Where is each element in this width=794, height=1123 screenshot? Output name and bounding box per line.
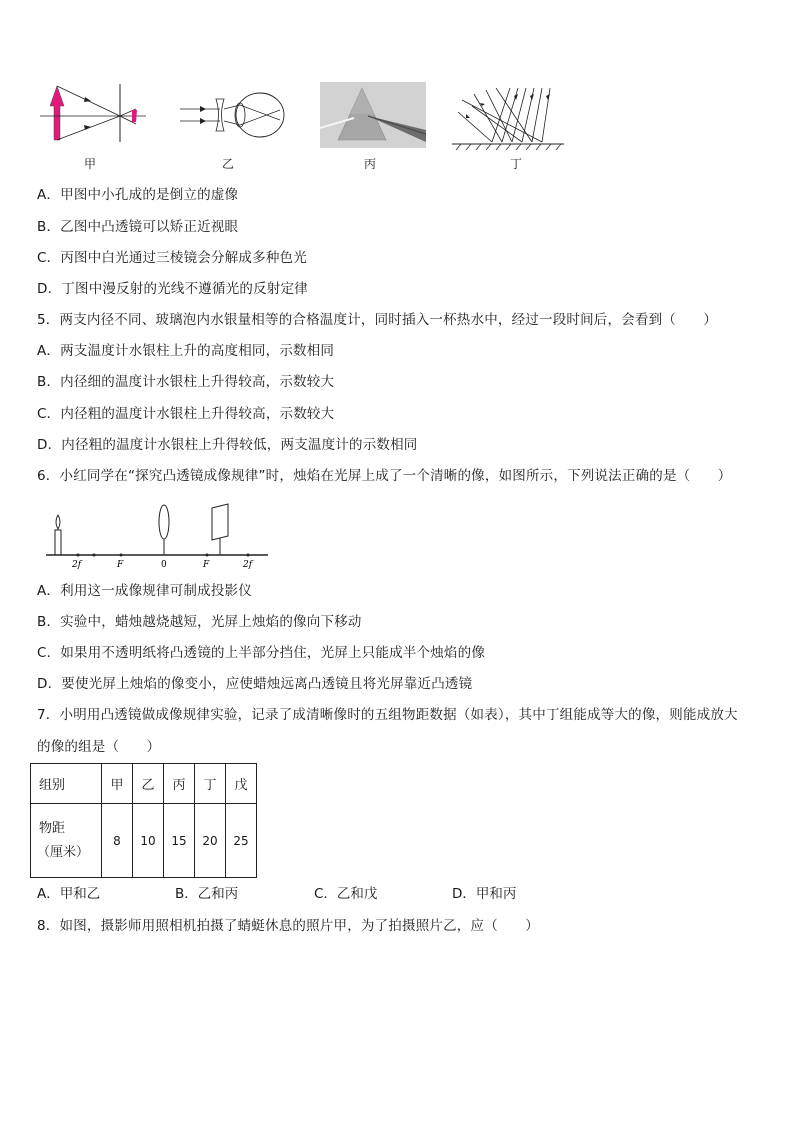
q7-stem-line1: 7．小明用凸透镜做成像规律实验，记录了成清晰像时的五组物距数据（如表），其中丁组能成等大的像，则能成放大 (37, 707, 738, 723)
figure-caption-bing: 丙 (364, 157, 377, 171)
prism-dispersion-figure (320, 82, 426, 148)
q8-stem: 8．如图，摄影师用照相机拍摄了蜻蜓休息的照片甲，为了拍摄照片乙，应（ ） (37, 918, 539, 934)
q6-stem: 6．小红同学在“探究凸透镜成像规律”时，烛焰在光屏上成了一个清晰的像，如图所示，下列说法正确的是（ ） (37, 468, 732, 484)
q7-option-c[interactable]: C．乙和戊 (314, 886, 378, 902)
table-value-ding: 20 (195, 804, 226, 878)
table-value-wu: 25 (226, 804, 257, 878)
table-row-label (31, 804, 102, 878)
q7-option-a[interactable]: A．甲和乙 (37, 886, 101, 902)
pinhole-imaging-figure (40, 80, 150, 146)
table-group-ding: 丁 (195, 764, 226, 804)
q5-stem: 5．两支内径不同、玻璃泡内水银量相等的合格温度计，同时插入一杯热水中，经过一段时间后，会看到（ ） (37, 312, 718, 328)
figure-caption-ding: 丁 (510, 157, 523, 171)
q4-option-c[interactable]: C．丙图中白光通过三棱镜会分解成多种色光 (37, 250, 307, 266)
bench-label-2f-right: 2f (243, 560, 253, 570)
table-value-bing: 15 (164, 804, 195, 878)
q6-option-d[interactable]: D．要使光屏上烛焰的像变小，应使蜡烛远离凸透镜且将光屏靠近凸透镜 (37, 676, 473, 692)
q4-option-b[interactable]: B．乙图中凸透镜可以矫正近视眼 (37, 219, 239, 235)
figure-caption-jia: 甲 (84, 157, 97, 171)
q5-option-b[interactable]: B．内径细的温度计水银柱上升得较高，示数较大 (37, 374, 335, 390)
q4-option-d[interactable]: D．丁图中漫反射的光线不遵循光的反射定律 (37, 281, 308, 297)
q6-option-a[interactable]: A．利用这一成像规律可制成投影仪 (37, 583, 252, 599)
q5-option-a[interactable]: A．两支温度计水银柱上升的高度相同，示数相同 (37, 343, 335, 359)
table-value-jia: 8 (102, 804, 133, 878)
q7-option-b[interactable]: B．乙和丙 (175, 886, 239, 902)
q6-option-c[interactable]: C．如果用不透明纸将凸透镜的上半部分挡住，光屏上只能成半个烛焰的像 (37, 645, 486, 661)
table-group-wu: 戊 (226, 764, 257, 804)
optical-bench-figure (40, 500, 272, 572)
q5-option-d[interactable]: D．内径粗的温度计水银柱上升得较低，两支温度计的示数相同 (37, 437, 418, 453)
table-group-jia: 甲 (102, 764, 133, 804)
table-header-label: 组别 (31, 764, 102, 804)
q7-stem-line2: 的像的组是（ ） (37, 739, 161, 755)
table-value-yi: 10 (133, 804, 164, 878)
bench-label-2f-left: 2f (72, 560, 82, 570)
figure-caption-yi: 乙 (222, 157, 235, 171)
q5-option-c[interactable]: C．内径粗的温度计水银柱上升得较高，示数较大 (37, 406, 335, 422)
eye-lens-figure (178, 88, 288, 144)
table-row-label-line1: 物距 (39, 820, 66, 836)
table-group-bing: 丙 (164, 764, 195, 804)
diffuse-reflection-figure (452, 84, 564, 150)
table-row-label-line2: （厘米） (37, 844, 90, 860)
q4-option-a[interactable]: A．甲图中小孔成的是倒立的虚像 (37, 187, 239, 203)
bench-label-origin: 0 (161, 560, 167, 570)
object-distance-table (30, 763, 257, 878)
table-group-yi: 乙 (133, 764, 164, 804)
q6-option-b[interactable]: B．实验中，蜡烛越烧越短，光屏上烛焰的像向下移动 (37, 614, 362, 630)
q7-option-d[interactable]: D．甲和丙 (452, 886, 517, 902)
bench-label-f-left: F (117, 560, 124, 570)
bench-label-f-right: F (203, 560, 210, 570)
